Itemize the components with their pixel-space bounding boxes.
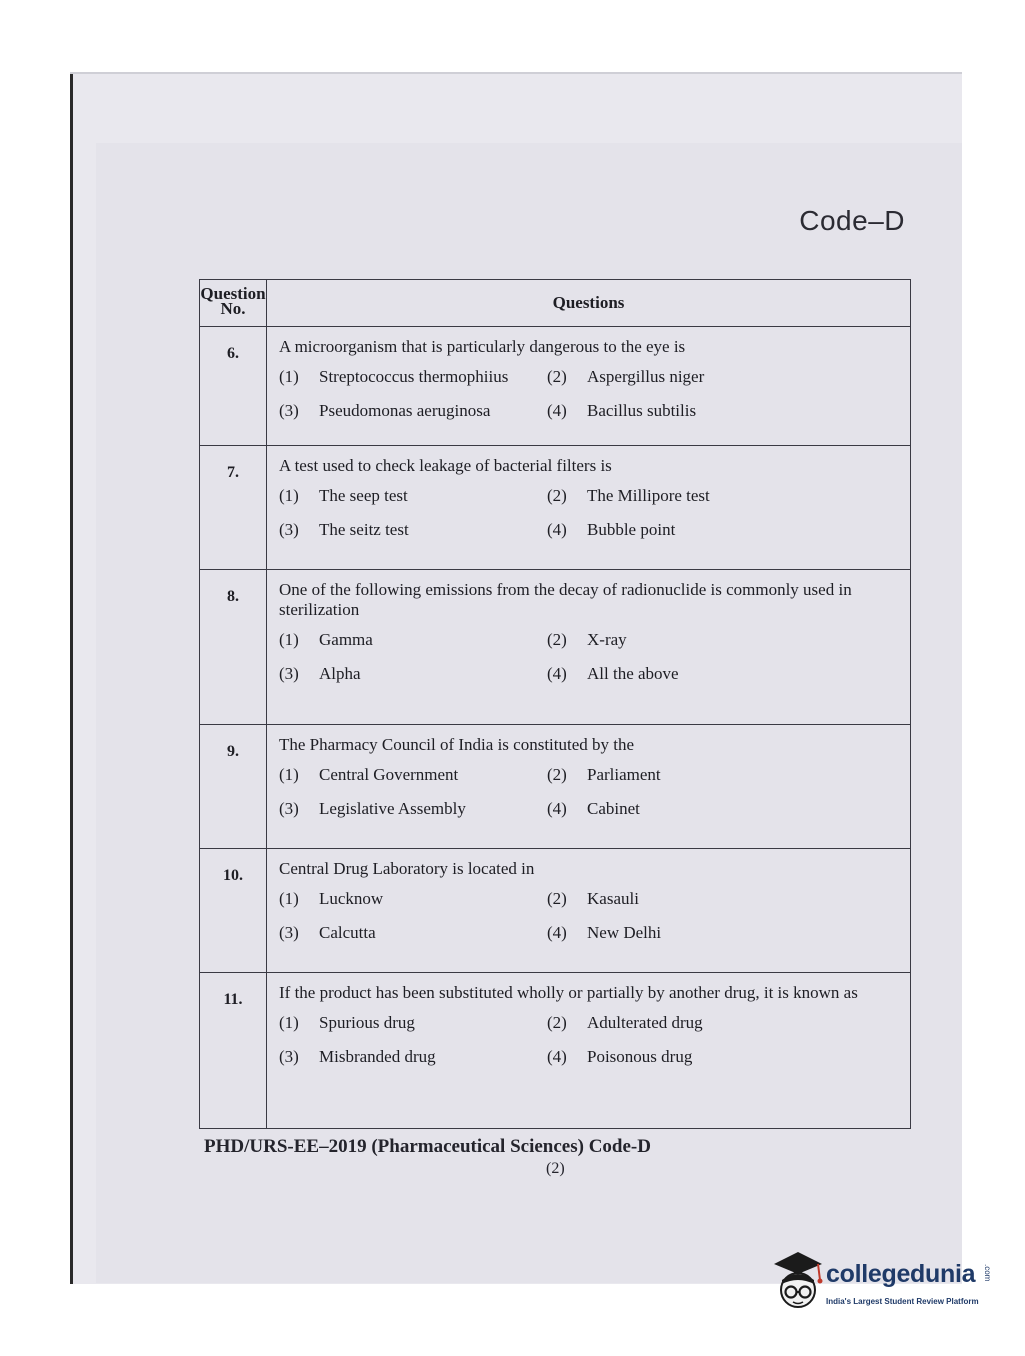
answer-option (547, 401, 906, 421)
option-text: Central Government (319, 765, 459, 784)
option-text: Parliament (587, 765, 661, 784)
brand-suffix: .com (983, 1264, 992, 1282)
question-stem: The Pharmacy Council of India is constituted by the (279, 735, 635, 754)
option-text: Legislative Assembly (319, 799, 466, 818)
page-number: (2) (546, 1160, 565, 1177)
option-key: (1) (279, 1013, 299, 1032)
question-row (200, 973, 911, 1129)
answer-option (279, 889, 547, 909)
exam-footer: PHD/URS-EE–2019 (Pharmaceutical Sciences) Code-D (204, 1136, 651, 1157)
question-row (200, 446, 911, 570)
option-key: (1) (279, 630, 299, 649)
question-stem: If the product has been substituted wholly or partially by another drug, it is known as (279, 983, 858, 1002)
question-content (267, 570, 911, 725)
answer-option (279, 765, 547, 785)
answer-options (279, 765, 906, 819)
answer-option (547, 664, 906, 684)
option-key: (3) (279, 664, 299, 683)
answer-option (547, 630, 906, 650)
answer-options (279, 367, 906, 421)
option-key: (2) (547, 367, 567, 386)
answer-option (279, 486, 547, 506)
option-key: (4) (547, 664, 567, 683)
answer-option (547, 486, 906, 506)
option-text: Bacillus subtilis (587, 401, 697, 420)
question-row (200, 327, 911, 446)
answer-option (279, 664, 547, 684)
option-key: (3) (279, 799, 299, 818)
option-text: Gamma (319, 630, 373, 649)
question-row (200, 849, 911, 973)
option-key: (1) (279, 889, 299, 908)
answer-option (547, 765, 906, 785)
option-key: (1) (279, 367, 299, 386)
option-key: (2) (547, 1013, 567, 1032)
option-text: Spurious drug (319, 1013, 415, 1032)
header-questions: Questions (267, 280, 911, 327)
option-text: Cabinet (587, 799, 640, 818)
answer-option (279, 630, 547, 650)
option-key: (2) (547, 630, 567, 649)
answer-options (279, 630, 906, 684)
option-text: Bubble point (587, 520, 676, 539)
option-text: Pseudomonas aeruginosa (319, 401, 491, 420)
question-stem: A microorganism that is particularly dangerous to the eye is (279, 337, 686, 356)
question-stem: Central Drug Laboratory is located in (279, 859, 535, 878)
option-key: (3) (279, 923, 299, 942)
question-number: 8. (200, 570, 267, 725)
question-number: 6. (200, 327, 267, 446)
question-row (200, 570, 911, 725)
option-text: The seitz test (319, 520, 409, 539)
answer-option (547, 1047, 906, 1067)
header-question-no: Question No. (200, 280, 267, 327)
answer-option (547, 799, 906, 819)
mascot-logo-icon (768, 1250, 824, 1314)
option-key: (4) (547, 520, 567, 539)
collegedunia-watermark (768, 1250, 1008, 1330)
answer-option (279, 401, 547, 421)
question-stem: One of the following emissions from the decay of radionuclide is commonly used in sterilization (279, 580, 852, 619)
option-key: (4) (547, 923, 567, 942)
option-text: The Millipore test (587, 486, 710, 505)
option-text: Lucknow (319, 889, 384, 908)
option-text: Aspergillus niger (587, 367, 705, 386)
code-label: Code–D (799, 205, 905, 236)
option-key: (2) (547, 765, 567, 784)
option-text: X-ray (587, 630, 627, 649)
option-text: Poisonous drug (587, 1047, 693, 1066)
option-key: (3) (279, 1047, 299, 1066)
question-number: 9. (200, 725, 267, 849)
option-text: Alpha (319, 664, 361, 683)
option-text: Calcutta (319, 923, 376, 942)
question-content (267, 446, 911, 570)
answer-option (547, 1013, 906, 1033)
option-text: All the above (587, 664, 679, 683)
scan-edge (70, 72, 962, 74)
option-key: (2) (547, 889, 567, 908)
answer-options (279, 889, 906, 943)
option-key: (4) (547, 401, 567, 420)
question-content (267, 327, 911, 446)
answer-option (279, 799, 547, 819)
answer-option (279, 367, 547, 387)
answer-option (547, 520, 906, 540)
question-stem: A test used to check leakage of bacterial filters is (279, 456, 612, 475)
answer-options (279, 1013, 906, 1067)
brand-name: collegedunia (826, 1260, 976, 1288)
scan-edge (70, 72, 73, 1284)
option-text: Adulterated drug (587, 1013, 703, 1032)
option-key: (1) (279, 765, 299, 784)
option-key: (2) (547, 486, 567, 505)
question-number: 10. (200, 849, 267, 973)
question-number: 7. (200, 446, 267, 570)
answer-options (279, 486, 906, 540)
option-text: Streptococcus thermophiius (319, 367, 509, 386)
question-number: 11. (200, 973, 267, 1129)
answer-option (279, 1047, 547, 1067)
brand-tagline: India's Largest Student Review Platform (826, 1297, 979, 1306)
question-content (267, 849, 911, 973)
option-text: Misbranded drug (319, 1047, 436, 1066)
option-text: New Delhi (587, 923, 662, 942)
questions-body (200, 327, 911, 1129)
option-text: The seep test (319, 486, 408, 505)
option-text: Kasauli (587, 889, 639, 908)
question-row (200, 725, 911, 849)
answer-option (279, 520, 547, 540)
answer-option (279, 1013, 547, 1033)
answer-option (547, 367, 906, 387)
option-key: (4) (547, 799, 567, 818)
answer-option (547, 923, 906, 943)
option-key: (3) (279, 520, 299, 539)
option-key: (1) (279, 486, 299, 505)
questions-table (199, 279, 911, 1129)
table-header-row (200, 280, 911, 327)
question-content (267, 725, 911, 849)
question-content (267, 973, 911, 1129)
option-key: (3) (279, 401, 299, 420)
option-key: (4) (547, 1047, 567, 1066)
answer-option (279, 923, 547, 943)
answer-option (547, 889, 906, 909)
